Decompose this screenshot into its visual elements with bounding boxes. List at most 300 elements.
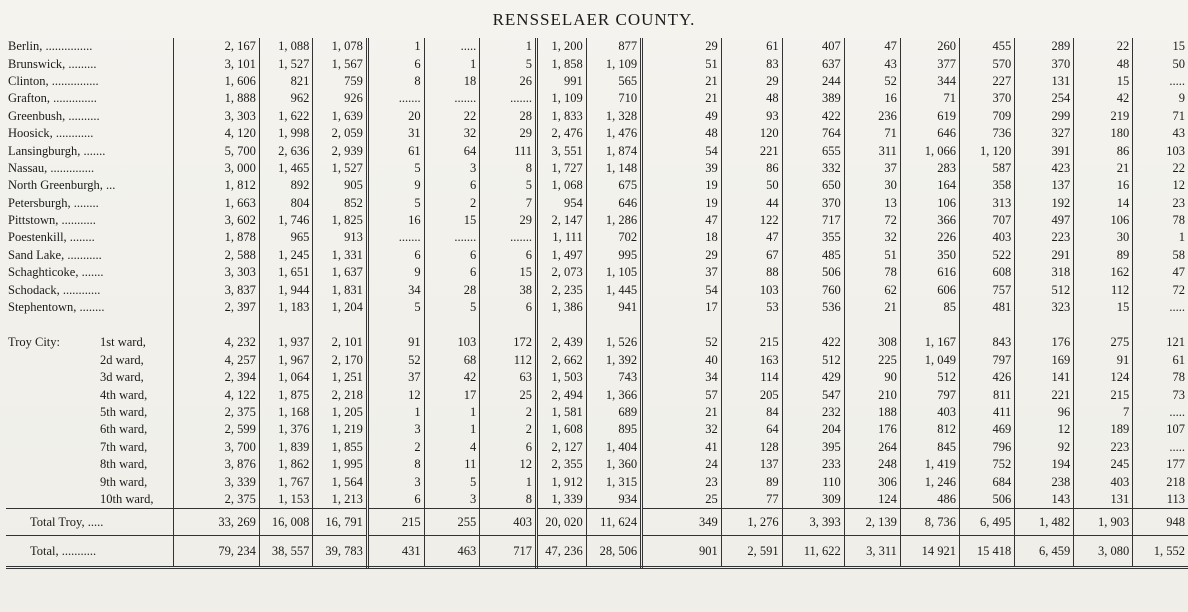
cell: 934: [586, 491, 641, 509]
cell: 93: [721, 108, 782, 125]
cell: 107: [1166, 422, 1185, 437]
cell: 51: [642, 55, 722, 72]
cell: 96: [1015, 404, 1074, 421]
cell: 1, 639: [313, 108, 367, 125]
cell: 143: [1015, 491, 1074, 509]
cell: 1, 567: [313, 55, 367, 72]
cell: 37: [844, 160, 900, 177]
cell: .......: [480, 90, 537, 107]
cell: 608: [959, 264, 1014, 281]
cell: 6: [367, 55, 424, 72]
cell: 18: [642, 229, 722, 246]
cell: 71: [900, 90, 959, 107]
cell: 14: [1074, 195, 1133, 212]
cell: 6: [367, 491, 424, 509]
row-label: 10th ward,: [6, 491, 173, 509]
cell: 218: [1166, 474, 1185, 489]
cell: 403: [959, 229, 1014, 246]
cell: 23: [642, 473, 722, 490]
cell: 11, 624: [586, 509, 641, 536]
cell: 17: [424, 386, 480, 403]
cell: 1, 064: [259, 369, 312, 386]
cell: 15: [1074, 73, 1133, 90]
cell: 23: [1172, 195, 1185, 210]
cell: 42: [424, 369, 480, 386]
cell: 4, 257: [173, 352, 259, 369]
town-row: [6, 55, 1188, 72]
cell: 47, 236: [537, 536, 587, 568]
town-row: [6, 73, 1188, 90]
cell: 995: [586, 247, 641, 264]
cell: 260: [900, 38, 959, 55]
cell: 238: [1015, 473, 1074, 490]
cell: 2, 494: [537, 386, 587, 403]
cell: 111: [480, 142, 537, 159]
cell: 52: [844, 73, 900, 90]
cell: 73: [1172, 387, 1185, 402]
cell: 743: [586, 369, 641, 386]
cell: 3, 393: [782, 509, 844, 536]
cell: 264: [844, 439, 900, 456]
cell: 30: [844, 177, 900, 194]
row-label: Berlin, ...............: [6, 38, 173, 55]
cell: 3, 303: [173, 108, 259, 125]
cell: 1, 833: [537, 108, 587, 125]
cell: 15: [1074, 299, 1133, 316]
row-label: 3d ward,: [6, 369, 173, 386]
cell: 6: [424, 177, 480, 194]
cell: 176: [1015, 334, 1074, 351]
cell: 120: [721, 125, 782, 142]
cell: 112: [480, 352, 537, 369]
cell: 522: [959, 247, 1014, 264]
cell: 1, 445: [586, 281, 641, 298]
cell: 1, 839: [259, 439, 312, 456]
cell: 221: [721, 142, 782, 159]
cell: 308: [844, 334, 900, 351]
cell: 43: [1172, 126, 1185, 141]
cell: 1, 109: [537, 90, 587, 107]
cell: 423: [1015, 160, 1074, 177]
cell: 689: [586, 404, 641, 421]
cell: 512: [1015, 281, 1074, 298]
town-row: [6, 108, 1188, 125]
cell: 684: [959, 473, 1014, 490]
cell: 512: [900, 369, 959, 386]
cell: 1, 503: [537, 369, 587, 386]
cell: 1, 376: [259, 421, 312, 438]
cell: 162: [1074, 264, 1133, 281]
cell: 512: [782, 352, 844, 369]
cell: 61: [721, 38, 782, 55]
cell: 764: [782, 125, 844, 142]
cell: 4, 122: [173, 386, 259, 403]
total-troy-row: [6, 509, 1188, 536]
cell: 275: [1074, 334, 1133, 351]
cell: 1, 874: [586, 142, 641, 159]
cell: 901: [642, 536, 722, 568]
cell: 86: [1074, 142, 1133, 159]
cell: 1, 200: [537, 38, 587, 55]
cell: 289: [1015, 38, 1074, 55]
cell: 15: [1172, 39, 1185, 54]
cell: 370: [782, 195, 844, 212]
cell: 1, 476: [586, 125, 641, 142]
row-label: Grafton, ..............: [6, 90, 173, 107]
cell: .......: [367, 229, 424, 246]
cell: 1: [480, 38, 537, 55]
cell: 6: [480, 439, 537, 456]
town-row: [6, 212, 1188, 229]
cell: 2, 599: [173, 421, 259, 438]
cell: 797: [959, 352, 1014, 369]
cell: 370: [959, 90, 1014, 107]
cell: 16, 791: [313, 509, 367, 536]
cell: 8: [367, 73, 424, 90]
cell: 37: [367, 369, 424, 386]
town-row: [6, 229, 1188, 246]
town-row: [6, 142, 1188, 159]
cell: 255: [424, 509, 480, 536]
grand-total-row: [6, 536, 1188, 568]
cell: 1, 746: [259, 212, 312, 229]
cell: 3, 101: [173, 55, 259, 72]
cell: 210: [844, 386, 900, 403]
cell: 3, 000: [173, 160, 259, 177]
cell: 232: [782, 404, 844, 421]
troy-city-label: Troy City:: [8, 335, 60, 350]
cell: .....: [1169, 439, 1185, 454]
cell: 5: [424, 299, 480, 316]
cell: 131: [1074, 491, 1133, 509]
cell: 389: [782, 90, 844, 107]
cell: 15: [480, 264, 537, 281]
town-row: [6, 247, 1188, 264]
cell: 2, 101: [313, 334, 367, 351]
cell: 24: [642, 456, 722, 473]
row-label: Pittstown, ...........: [6, 212, 173, 229]
cell: 5: [480, 177, 537, 194]
cell: 2, 397: [173, 299, 259, 316]
cell: 6, 495: [959, 509, 1014, 536]
row-spacer: [6, 316, 1188, 334]
row-label: 9th ward,: [6, 473, 173, 490]
row-label: 5th ward,: [6, 404, 173, 421]
cell: .....: [1169, 300, 1185, 315]
cell: 57: [642, 386, 722, 403]
cell: 407: [782, 38, 844, 55]
cell: 17: [642, 299, 722, 316]
cell: 366: [900, 212, 959, 229]
cell: 1, 937: [259, 334, 312, 351]
row-label: 2d ward,: [6, 352, 173, 369]
cell: 31: [367, 125, 424, 142]
cell: 1, 903: [1074, 509, 1133, 536]
cell: 9: [367, 177, 424, 194]
cell: 318: [1015, 264, 1074, 281]
cell: 1, 251: [313, 369, 367, 386]
cell: 913: [313, 229, 367, 246]
cell: 4, 120: [173, 125, 259, 142]
cell: 506: [959, 491, 1014, 509]
cell: 29: [642, 38, 722, 55]
cell: 2, 588: [173, 247, 259, 264]
cell: 1, 526: [586, 334, 641, 351]
cell: 323: [1015, 299, 1074, 316]
cell: 2, 059: [313, 125, 367, 142]
cell: 54: [642, 281, 722, 298]
cell: 25: [480, 386, 537, 403]
cell: 5: [367, 299, 424, 316]
cell: 2, 073: [537, 264, 587, 281]
cell: 5: [424, 473, 480, 490]
cell: 1, 109: [586, 55, 641, 72]
cell: 309: [782, 491, 844, 509]
row-label: Total Troy, .....: [6, 509, 173, 536]
cell: 852: [313, 195, 367, 212]
cell: 113: [1166, 491, 1185, 506]
cell: 58: [1172, 247, 1185, 262]
cell: 717: [782, 212, 844, 229]
cell: 42: [1074, 90, 1133, 107]
cell: 1, 825: [313, 212, 367, 229]
cell: 71: [1172, 108, 1185, 123]
cell: 877: [586, 38, 641, 55]
cell: 54: [642, 142, 722, 159]
cell: 128: [721, 439, 782, 456]
cell: 1: [1178, 230, 1185, 245]
cell: 606: [900, 281, 959, 298]
cell: 327: [1015, 125, 1074, 142]
cell: 2, 375: [173, 491, 259, 509]
cell: 19: [642, 195, 722, 212]
cell: 37: [642, 264, 722, 281]
page-title: RENSSELAER COUNTY.: [492, 10, 696, 29]
cell: 2: [424, 195, 480, 212]
cell: 2, 476: [537, 125, 587, 142]
cell: 954: [537, 195, 587, 212]
cell: 3, 551: [537, 142, 587, 159]
cell: 131: [1015, 73, 1074, 90]
cell: 2: [480, 421, 537, 438]
cell: 3: [424, 491, 480, 509]
row-label: Sand Lake, ...........: [6, 247, 173, 264]
cell: 7: [1074, 404, 1133, 421]
cell: 227: [959, 73, 1014, 90]
cell: 1: [367, 38, 424, 55]
cell: .......: [480, 229, 537, 246]
cell: 21: [642, 404, 722, 421]
cell: 92: [1015, 439, 1074, 456]
cell: 1, 995: [313, 456, 367, 473]
cell: 26: [480, 73, 537, 90]
cell: 189: [1074, 421, 1133, 438]
cell: .......: [424, 90, 480, 107]
cell: 1: [367, 404, 424, 421]
cell: 1, 148: [586, 160, 641, 177]
town-row: [6, 160, 1188, 177]
cell: 9: [1178, 91, 1185, 106]
cell: 8, 736: [900, 509, 959, 536]
cell: 112: [1074, 281, 1133, 298]
cell: 6: [480, 299, 537, 316]
cell: 1, 328: [586, 108, 641, 125]
cell: 41: [642, 439, 722, 456]
row-label: Petersburgh, ........: [6, 195, 173, 212]
cell: 6, 459: [1015, 536, 1074, 568]
cell: 2, 235: [537, 281, 587, 298]
cell: 403: [1074, 473, 1133, 490]
cell: 2, 147: [537, 212, 587, 229]
cell: 395: [782, 439, 844, 456]
cell: 2, 139: [844, 509, 900, 536]
cell: .......: [424, 229, 480, 246]
cell: 16, 008: [259, 509, 312, 536]
cell: 91: [1074, 352, 1133, 369]
cell: 1, 245: [259, 247, 312, 264]
cell: 1, 998: [259, 125, 312, 142]
cell: 204: [782, 421, 844, 438]
cell: 313: [959, 195, 1014, 212]
cell: 570: [959, 55, 1014, 72]
cell: 90: [844, 369, 900, 386]
cell: 47: [1172, 265, 1185, 280]
cell: 192: [1015, 195, 1074, 212]
cell: 377: [900, 55, 959, 72]
cell: 40: [642, 352, 722, 369]
town-row: [6, 38, 1188, 55]
cell: 205: [721, 386, 782, 403]
cell: 32: [642, 421, 722, 438]
cell: 106: [900, 195, 959, 212]
ward-row: [6, 491, 1188, 509]
cell: 1, 204: [313, 299, 367, 316]
cell: 717: [480, 536, 537, 568]
cell: 110: [782, 473, 844, 490]
ward-row: [6, 334, 1188, 351]
cell: 311: [844, 142, 900, 159]
cell: 219: [1074, 108, 1133, 125]
cell: 7: [480, 195, 537, 212]
cell: 67: [721, 247, 782, 264]
cell: 78: [844, 264, 900, 281]
cell: 1, 637: [313, 264, 367, 281]
cell: 2, 939: [313, 142, 367, 159]
cell: 1, 213: [313, 491, 367, 509]
cell: 43: [844, 55, 900, 72]
cell: 215: [721, 334, 782, 351]
cell: 12: [1015, 421, 1074, 438]
row-label: Clinton, ...............: [6, 73, 173, 90]
cell: 1, 622: [259, 108, 312, 125]
ward-row: [6, 404, 1188, 421]
cell: 50: [1172, 56, 1185, 71]
cell: 11: [424, 456, 480, 473]
cell: 62: [844, 281, 900, 298]
cell: 306: [844, 473, 900, 490]
cell: 926: [313, 90, 367, 107]
cell: 85: [900, 299, 959, 316]
cell: 4: [424, 439, 480, 456]
row-label: Brunswick, .........: [6, 55, 173, 72]
cell: 1, 831: [313, 281, 367, 298]
cell: 64: [721, 421, 782, 438]
cell: 2, 127: [537, 439, 587, 456]
cell: 13: [844, 195, 900, 212]
cell: 403: [900, 404, 959, 421]
cell: 497: [1015, 212, 1074, 229]
cell: 16: [1074, 177, 1133, 194]
cell: 486: [900, 491, 959, 509]
cell: 1, 331: [313, 247, 367, 264]
cell: 1: [480, 473, 537, 490]
cell: 14 921: [900, 536, 959, 568]
cell: 3: [367, 421, 424, 438]
row-label: Nassau, ..............: [6, 160, 173, 177]
cell: 48: [721, 90, 782, 107]
cell: 248: [844, 456, 900, 473]
cell: 1, 527: [259, 55, 312, 72]
cell: 121: [1166, 335, 1185, 350]
cell: 32: [844, 229, 900, 246]
cell: 16: [844, 90, 900, 107]
row-label: Poestenkill, ........: [6, 229, 173, 246]
cell: 29: [642, 247, 722, 264]
cell: 34: [367, 281, 424, 298]
cell: 29: [480, 125, 537, 142]
cell: 3, 876: [173, 456, 259, 473]
cell: 965: [259, 229, 312, 246]
cell: 48: [1074, 55, 1133, 72]
cell: 53: [721, 299, 782, 316]
cell: .....: [1169, 405, 1185, 419]
cell: 1, 564: [313, 473, 367, 490]
cell: 22: [1074, 38, 1133, 55]
cell: 1, 812: [173, 177, 259, 194]
cell: 244: [782, 73, 844, 90]
cell: 21: [1074, 160, 1133, 177]
cell: 49: [642, 108, 722, 125]
cell: 2, 439: [537, 334, 587, 351]
cell: 431: [367, 536, 424, 568]
cell: 215: [1074, 386, 1133, 403]
cell: 5: [367, 160, 424, 177]
town-row: [6, 281, 1188, 298]
cell: 391: [1015, 142, 1074, 159]
cell: 1, 049: [900, 352, 959, 369]
cell: 1: [424, 404, 480, 421]
town-row: [6, 177, 1188, 194]
cell: 103: [424, 334, 480, 351]
cell: 8: [480, 491, 537, 509]
row-label: Stephentown, ........: [6, 299, 173, 316]
cell: 1: [424, 55, 480, 72]
cell: 646: [586, 195, 641, 212]
cell: 422: [782, 108, 844, 125]
cell: 536: [782, 299, 844, 316]
cell: 91: [367, 334, 424, 351]
cell: 1, 608: [537, 421, 587, 438]
cell: 137: [1015, 177, 1074, 194]
cell: 34: [642, 369, 722, 386]
cell: 223: [1015, 229, 1074, 246]
cell: 760: [782, 281, 844, 298]
cell: 72: [844, 212, 900, 229]
cell: 79, 234: [173, 536, 259, 568]
cell: 2: [480, 404, 537, 421]
ward-row: [6, 439, 1188, 456]
cell: 736: [959, 125, 1014, 142]
